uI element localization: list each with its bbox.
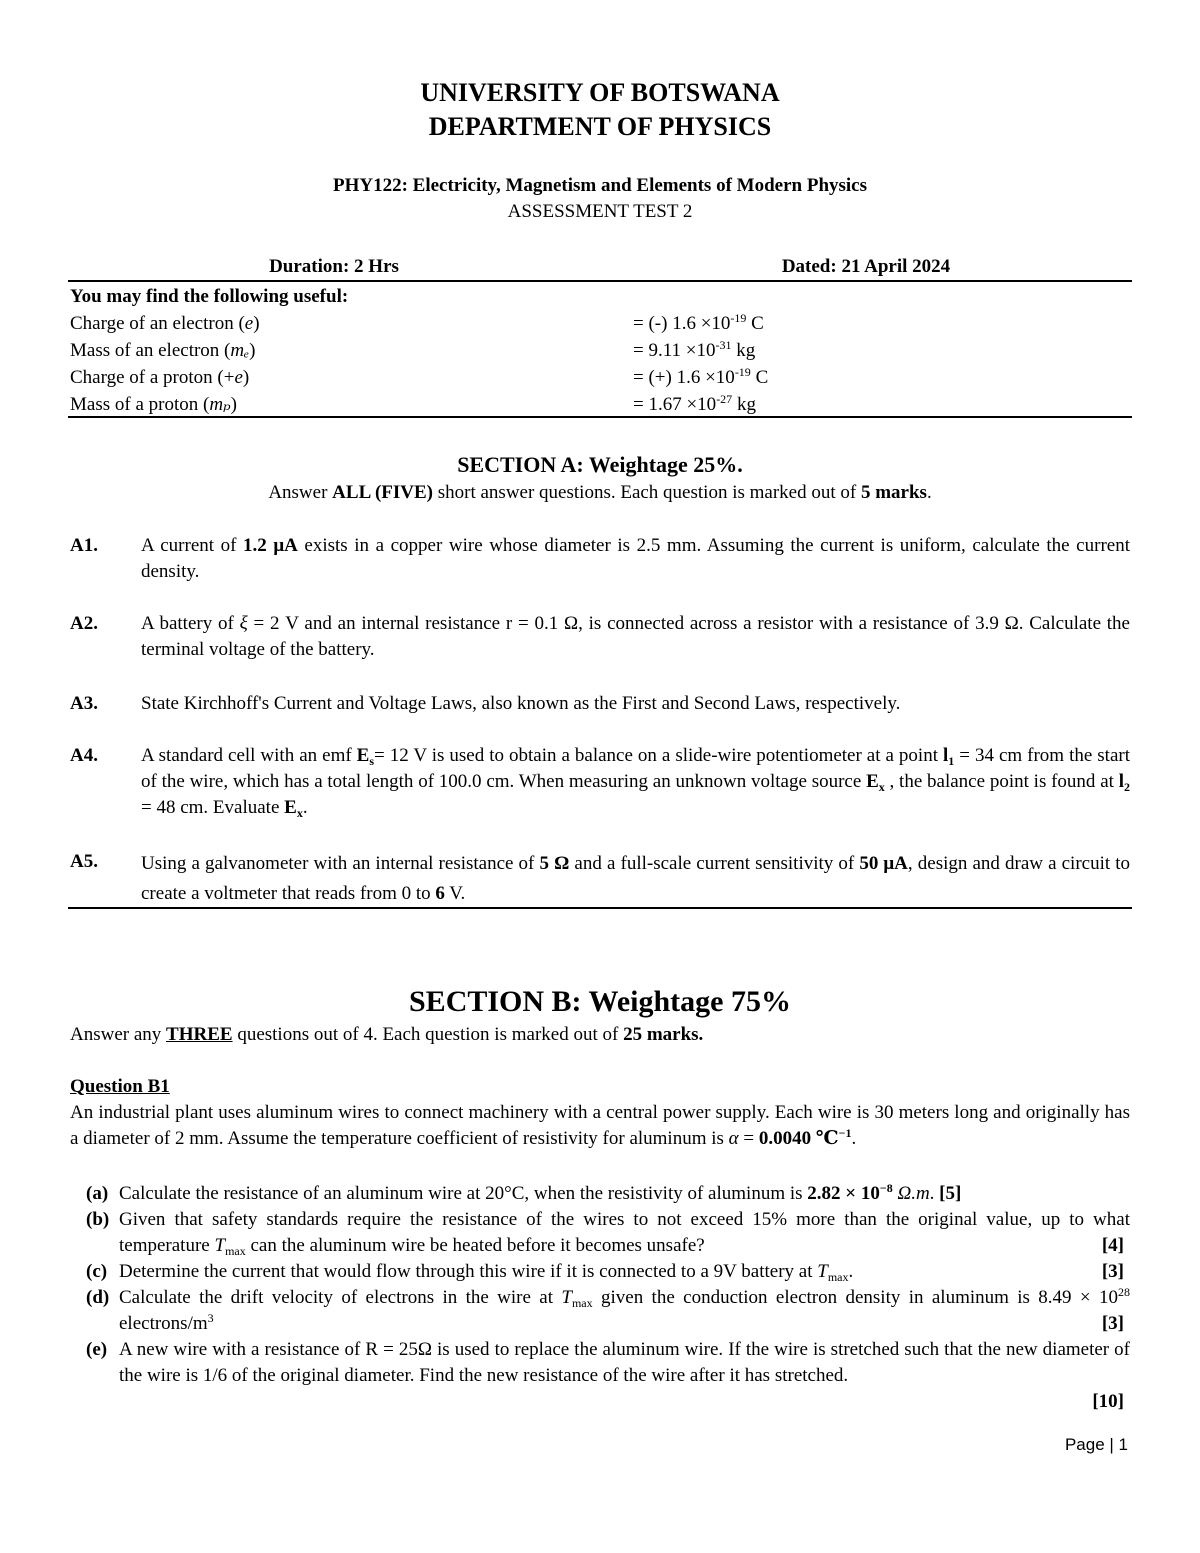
section-b-instructions: Answer any THREE questions out of 4. Each question is marked out of 25 marks. xyxy=(70,1024,704,1045)
constant-value: = (-) $1.6 \times 10^{-19}$ C xyxy=(633,311,764,334)
question-text: State Kirchhoff's Current and Voltage Laws, also known as the First and Second Laws, respectively. xyxy=(141,693,901,714)
part-label: (d) xyxy=(86,1287,110,1308)
question-b1-title: Question B1 xyxy=(70,1076,170,1097)
constant-row xyxy=(70,392,1130,419)
section-b-title: SECTION B: Weightage 75% xyxy=(409,985,791,1018)
course-title: PHY122: Electricity, Magnetism and Elements of Modern Physics xyxy=(332,175,868,196)
constant-name: Charge of an electron (e) xyxy=(70,313,260,334)
constant-name: Mass of an electron (mₑ) xyxy=(70,340,256,361)
part-label: (e) xyxy=(86,1339,108,1360)
department-title: DEPARTMENT OF PHYSICS xyxy=(428,112,772,141)
part-label: (a) xyxy=(86,1183,109,1204)
header-rule xyxy=(68,280,1132,282)
constants-title: You may find the following useful: xyxy=(70,286,349,307)
constant-row xyxy=(70,311,1130,338)
constants-rule xyxy=(68,416,1132,418)
part-text: Calculate the resistance of an aluminum wire at 20°C, when the resistivity of aluminum is $2.82 \times 10^{-8}$ Ω.m. [5] xyxy=(119,1181,962,1204)
part-text: Determine the current that would flow through this wire if it is connected to a 9V battery at $T_{max}$. xyxy=(119,1261,854,1284)
part-text: A new wire with a resistance of R = 25Ω is used to replace the aluminum wire. If the wire is stretched such that the new diameter of the wire is 1/6 of the original diameter. Find the new resistance of the wire after it has stretched. xyxy=(119,1339,1130,1386)
question-text: A current of 1.2 μA exists in a copper wire whose diameter is 2.5 mm. Assuming the current is uniform, calculate the current density. xyxy=(141,535,1130,582)
part-label: (b) xyxy=(86,1209,110,1230)
constant-value: = (+) $1.6 \times 10^{-19}$ C xyxy=(633,365,769,388)
part-text: Calculate the drift velocity of electrons in the wire at $T_{max}$ given the conduction electron density in aluminum is $8.49 \times 10^{28}$ electrons/$m^3$ xyxy=(119,1285,1130,1334)
constant-name: Mass of a proton (mₚ) xyxy=(70,394,237,415)
part-mark: [4] xyxy=(1101,1235,1124,1256)
duration-label: Duration: 2 Hrs xyxy=(269,256,399,277)
question-text: A battery of ξ = 2 V and an internal resistance r = 0.1 Ω, is connected across a resistor with a resistance of 3.9 Ω. Calculate the terminal voltage of the battery. xyxy=(141,613,1130,660)
question-text: A standard cell with an emf $E_s= 12$ V is used to obtain a balance on a slide-wire potentiometer at a point $l_1 = 34$ cm from the start of the wire, which has a total length of 100.0 cm. When measuring an unknown voltage source $E_x$ , the balance point is found at $l_2 = 48$ cm. Evaluate $E_x$. xyxy=(141,745,1130,820)
constant-row xyxy=(70,338,1130,365)
question-label: A2. xyxy=(70,613,98,634)
part-text: Given that safety standards require the resistance of the wires to not exceed 15% more than the original value, up to what temperature $T_{max}$ can the aluminum wire be heated before it becomes unsafe? xyxy=(119,1209,1130,1258)
constant-row xyxy=(70,365,1130,392)
question-b1-intro: An industrial plant uses aluminum wires to connect machinery with a central power supply. Each wire is 30 meters long and originally has a diameter of 2 mm. Assume the temperature coefficient of resistivity for aluminum is α = 0.0040 ℃$^{-1}$. xyxy=(70,1102,1130,1149)
question-text: Using a galvanometer with an internal resistance of 5 Ω and a full-scale current sensitivity of 50 μA, design and draw a circuit to create a voltmeter that reads from 0 to 6 V. xyxy=(141,853,1131,904)
part-mark: [10] xyxy=(1092,1391,1124,1412)
section-a-rule xyxy=(68,907,1132,909)
constant-name: Charge of a proton (+e) xyxy=(70,367,250,388)
section-a-instructions: Answer ALL (FIVE) short answer questions. Each question is marked out of 5 marks. xyxy=(268,482,932,503)
section-a-title: SECTION A: Weightage 25%. xyxy=(457,452,743,477)
part-mark: [3] xyxy=(1101,1261,1124,1282)
constant-value: = $9.11 \times 10^{-31}$ kg xyxy=(633,338,756,361)
page-number: Page | 1 xyxy=(1064,1435,1128,1454)
test-title: ASSESSMENT TEST 2 xyxy=(507,201,693,222)
question-label: A4. xyxy=(70,745,98,766)
constant-value: = $1.67 \times 10^{-27}$ kg xyxy=(633,392,756,415)
question-label: A5. xyxy=(70,851,98,872)
question-label: A3. xyxy=(70,693,98,714)
date-label: Dated: 21 April 2024 xyxy=(781,256,951,277)
part-mark: [3] xyxy=(1101,1313,1124,1334)
university-title: UNIVERSITY OF BOTSWANA xyxy=(420,78,780,107)
question-label: A1. xyxy=(70,535,98,556)
part-label: (c) xyxy=(86,1261,108,1282)
